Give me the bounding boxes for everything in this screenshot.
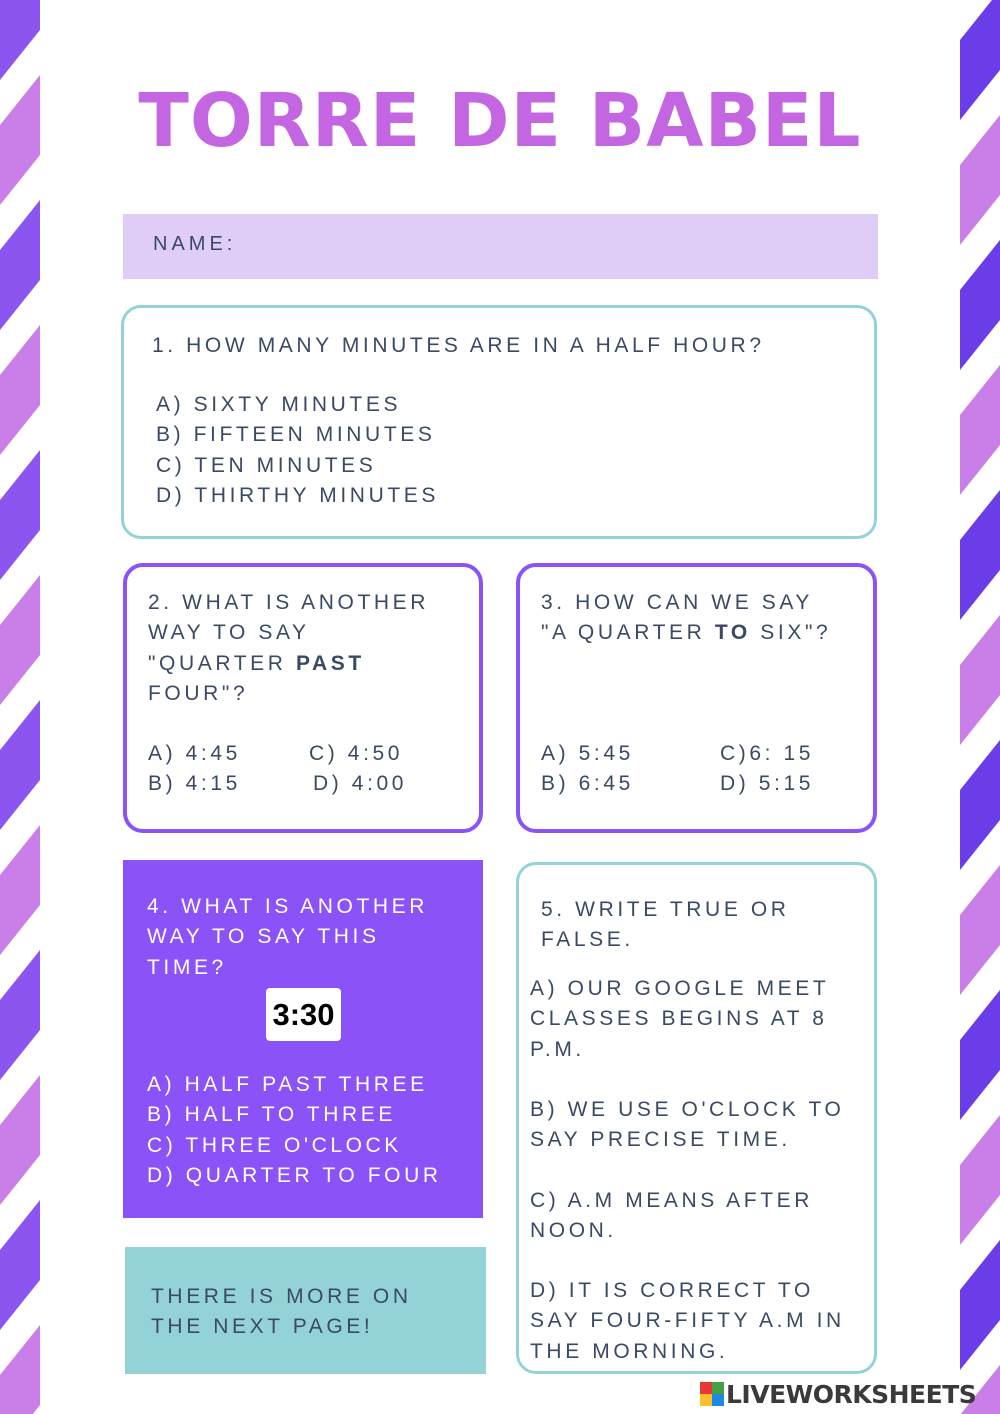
question-2-text-part: "QUARTER	[148, 651, 296, 675]
option-a[interactable]: A) 5:45	[541, 742, 634, 765]
option-c[interactable]: C) 4:50	[309, 742, 404, 765]
brand-name: LIVEWORKSHEETS	[726, 1379, 977, 1409]
question-1-options	[156, 390, 439, 511]
statement-line: SAY PRECISE TIME.	[530, 1128, 791, 1152]
statement-line: B) WE USE O'CLOCK TO	[530, 1098, 845, 1121]
option-c[interactable]: C)6: 15	[720, 742, 815, 765]
question-3-text	[541, 588, 831, 649]
digital-clock-display: 3:30	[266, 988, 341, 1041]
question-2-card	[123, 563, 483, 833]
question-3-text-part: SIX"?	[750, 621, 832, 645]
question-1-text: 1. HOW MANY MINUTES ARE IN A HALF HOUR?	[152, 334, 765, 357]
name-field[interactable]	[123, 214, 878, 279]
question-3-text-part: "A QUARTER	[541, 621, 715, 645]
option-d[interactable]: D) 4:00	[313, 772, 408, 795]
option-a[interactable]: A) 4:45	[148, 742, 241, 765]
question-5-line: FALSE.	[541, 928, 634, 952]
option-b[interactable]: B) 4:15	[148, 772, 241, 795]
option-b[interactable]: B) FIFTEEN MINUTES	[156, 423, 436, 447]
option-d[interactable]: D) 5:15	[720, 772, 815, 795]
note-line: THE NEXT PAGE!	[151, 1315, 374, 1339]
worksheet-title: TORRE DE BABEL	[138, 78, 862, 164]
question-2-line	[148, 649, 429, 679]
question-2-line: FOUR"?	[148, 681, 249, 705]
name-label: NAME:	[153, 233, 237, 255]
option-c[interactable]: C) THREE O'CLOCK	[147, 1133, 402, 1157]
question-1-card	[121, 305, 877, 539]
statement-line: THE MORNING.	[530, 1339, 729, 1363]
question-4-line: TIME?	[147, 955, 227, 979]
option-d[interactable]: D) THIRTHY MINUTES	[156, 483, 439, 507]
note-line: THERE IS MORE ON	[151, 1285, 412, 1308]
option-a[interactable]: A) HALF PAST THREE	[147, 1073, 428, 1096]
liveworksheets-logo-icon	[700, 1382, 724, 1406]
liveworksheets-watermark	[700, 1378, 976, 1410]
question-2-line: 2. WHAT IS ANOTHER	[148, 591, 430, 614]
statement-line: A) OUR GOOGLE MEET	[530, 977, 830, 1000]
question-3-card	[516, 563, 877, 833]
question-4-text	[147, 892, 428, 983]
question-2-text	[148, 588, 429, 709]
question-5-text	[541, 895, 790, 956]
option-d[interactable]: D) QUARTER TO FOUR	[147, 1163, 442, 1187]
statement-line: SAY FOUR-FIFTY A.M IN	[530, 1309, 845, 1333]
option-b[interactable]: B) HALF TO THREE	[147, 1103, 396, 1127]
question-4-line: 4. WHAT IS ANOTHER	[147, 895, 429, 918]
question-4-line: WAY TO SAY THIS	[147, 925, 380, 949]
question-5-line: 5. WRITE TRUE OR	[541, 898, 790, 921]
statement-line: NOON.	[530, 1219, 617, 1243]
option-b[interactable]: B) 6:45	[541, 772, 634, 795]
option-a[interactable]: A) SIXTY MINUTES	[156, 393, 402, 416]
next-page-note-text	[151, 1282, 412, 1343]
statement-line: CLASSES BEGINS AT 8	[530, 1007, 828, 1031]
statement-line: D) IT IS CORRECT TO	[530, 1279, 814, 1302]
question-4-options	[147, 1070, 442, 1191]
statement-line: C) A.M MEANS AFTER	[530, 1189, 813, 1212]
statement-a[interactable]	[530, 974, 829, 1065]
statement-line: P.M.	[530, 1037, 585, 1061]
question-3-emphasis: TO	[714, 621, 751, 645]
question-2-emphasis: PAST	[295, 651, 365, 675]
question-3-line: 3. HOW CAN WE SAY	[541, 591, 813, 614]
question-5-card	[516, 862, 877, 1374]
next-page-note	[125, 1247, 486, 1374]
question-4-card	[123, 860, 483, 1218]
question-3-line	[541, 618, 831, 648]
statement-b[interactable]	[530, 1095, 844, 1156]
left-stripe-border	[0, 0, 40, 1414]
question-2-line: WAY TO SAY	[148, 621, 310, 645]
right-stripe-border	[960, 0, 1000, 1414]
statement-d[interactable]	[530, 1276, 845, 1367]
statement-c[interactable]	[530, 1186, 813, 1247]
option-c[interactable]: C) TEN MINUTES	[156, 453, 377, 477]
